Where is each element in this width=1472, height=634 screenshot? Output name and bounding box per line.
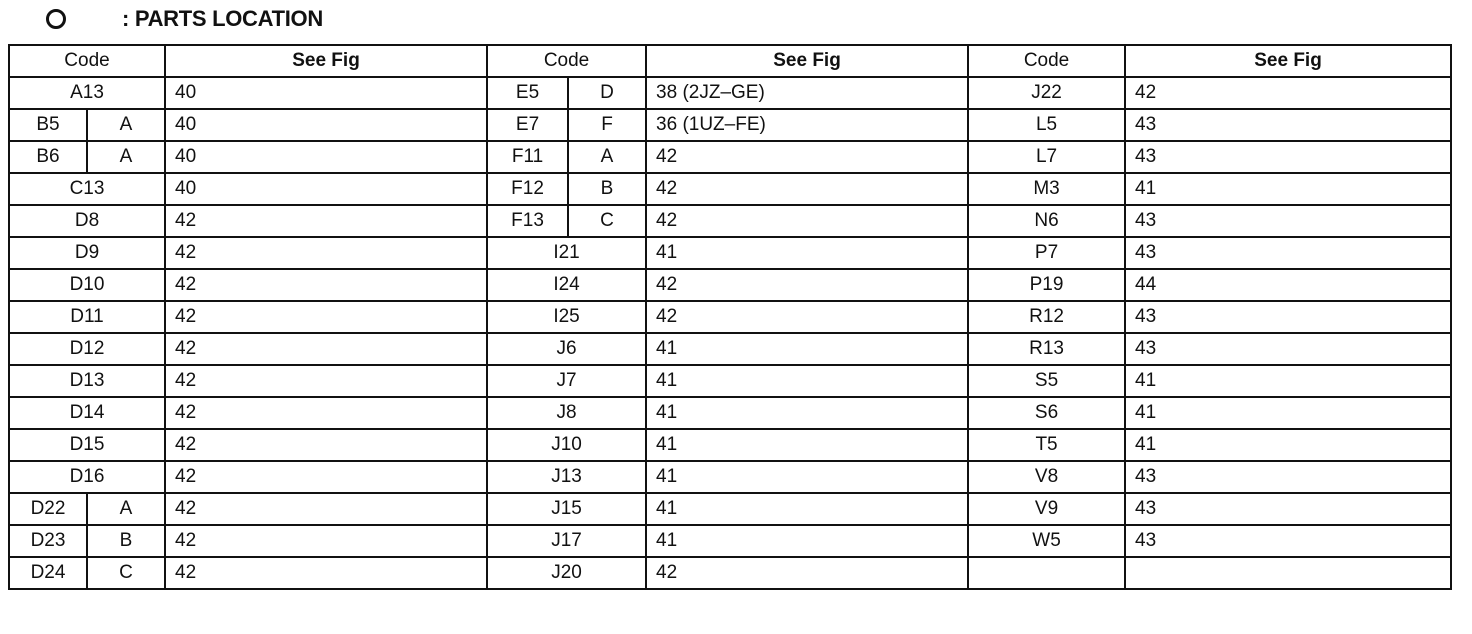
see-fig-cell: 42: [646, 141, 968, 173]
sub-code-cell: A: [87, 141, 165, 173]
code-cell: F11: [487, 141, 568, 173]
code-cell: J17: [487, 525, 646, 557]
code-cell: A13: [9, 77, 165, 109]
code-cell: D12: [9, 333, 165, 365]
header-code-1: Code: [9, 45, 165, 77]
code-cell: I21: [487, 237, 646, 269]
see-fig-cell: 42: [165, 269, 487, 301]
table-row: [9, 205, 1451, 237]
sub-code-cell: C: [87, 557, 165, 589]
code-cell: J7: [487, 365, 646, 397]
title-text: : PARTS LOCATION: [122, 6, 323, 31]
header-see-fig-2: See Fig: [646, 45, 968, 77]
code-cell: J22: [968, 77, 1125, 109]
table-row: [9, 333, 1451, 365]
table-row: [9, 429, 1451, 461]
code-cell: J15: [487, 493, 646, 525]
header-code-2: Code: [487, 45, 646, 77]
table-row: [9, 173, 1451, 205]
see-fig-cell: 41: [1125, 365, 1451, 397]
table-row: [9, 141, 1451, 173]
code-cell: P19: [968, 269, 1125, 301]
code-cell: J20: [487, 557, 646, 589]
see-fig-cell: 41: [1125, 429, 1451, 461]
code-cell: N6: [968, 205, 1125, 237]
code-cell: B5: [9, 109, 87, 141]
see-fig-cell: 42: [165, 397, 487, 429]
code-cell: E7: [487, 109, 568, 141]
code-cell: J8: [487, 397, 646, 429]
code-cell: M3: [968, 173, 1125, 205]
see-fig-cell: 38 (2JZ–GE): [646, 77, 968, 109]
code-cell: P7: [968, 237, 1125, 269]
code-cell: V9: [968, 493, 1125, 525]
page-title: [46, 4, 323, 34]
table-body: [9, 77, 1451, 589]
see-fig-cell: 41: [646, 333, 968, 365]
header-see-fig-3: See Fig: [1125, 45, 1451, 77]
see-fig-cell: 43: [1125, 333, 1451, 365]
see-fig-cell: 42: [1125, 77, 1451, 109]
code-cell: D10: [9, 269, 165, 301]
code-cell: D9: [9, 237, 165, 269]
see-fig-cell: 36 (1UZ–FE): [646, 109, 968, 141]
see-fig-cell: 41: [646, 461, 968, 493]
code-cell: S6: [968, 397, 1125, 429]
table-row: [9, 237, 1451, 269]
sub-code-cell: B: [568, 173, 646, 205]
code-cell: V8: [968, 461, 1125, 493]
sub-code-cell: F: [568, 109, 646, 141]
code-cell: F13: [487, 205, 568, 237]
see-fig-cell: 42: [646, 301, 968, 333]
code-cell: I24: [487, 269, 646, 301]
see-fig-cell: 42: [646, 557, 968, 589]
sub-code-cell: A: [87, 109, 165, 141]
code-cell: S5: [968, 365, 1125, 397]
code-cell: I25: [487, 301, 646, 333]
see-fig-cell: 42: [165, 301, 487, 333]
code-cell: C13: [9, 173, 165, 205]
code-cell: W5: [968, 525, 1125, 557]
see-fig-cell: 42: [165, 365, 487, 397]
code-cell: E5: [487, 77, 568, 109]
code-cell: J6: [487, 333, 646, 365]
see-fig-cell: 40: [165, 77, 487, 109]
table-row: [9, 493, 1451, 525]
code-cell: [968, 557, 1125, 589]
see-fig-cell: 43: [1125, 141, 1451, 173]
table-row: [9, 77, 1451, 109]
code-cell: D24: [9, 557, 87, 589]
sub-code-cell: D: [568, 77, 646, 109]
table-row: [9, 269, 1451, 301]
header-see-fig-1: See Fig: [165, 45, 487, 77]
code-cell: D22: [9, 493, 87, 525]
see-fig-cell: 43: [1125, 301, 1451, 333]
see-fig-cell: 43: [1125, 237, 1451, 269]
header-row: [9, 45, 1451, 77]
table-row: [9, 365, 1451, 397]
see-fig-cell: 42: [165, 461, 487, 493]
code-cell: D16: [9, 461, 165, 493]
code-cell: L5: [968, 109, 1125, 141]
code-cell: J10: [487, 429, 646, 461]
see-fig-cell: 42: [646, 173, 968, 205]
see-fig-cell: 41: [646, 429, 968, 461]
code-cell: D13: [9, 365, 165, 397]
see-fig-cell: 42: [165, 205, 487, 237]
sub-code-cell: B: [87, 525, 165, 557]
see-fig-cell: 42: [646, 269, 968, 301]
see-fig-cell: 43: [1125, 493, 1451, 525]
table-row: [9, 525, 1451, 557]
see-fig-cell: 43: [1125, 461, 1451, 493]
see-fig-cell: 42: [165, 333, 487, 365]
see-fig-cell: 42: [646, 205, 968, 237]
code-cell: D15: [9, 429, 165, 461]
table-row: [9, 397, 1451, 429]
see-fig-cell: 43: [1125, 205, 1451, 237]
circle-outline-icon: [46, 9, 66, 29]
code-cell: R13: [968, 333, 1125, 365]
code-cell: D11: [9, 301, 165, 333]
code-cell: F12: [487, 173, 568, 205]
see-fig-cell: 42: [165, 493, 487, 525]
see-fig-cell: 42: [165, 429, 487, 461]
code-cell: J13: [487, 461, 646, 493]
code-cell: R12: [968, 301, 1125, 333]
table-row: [9, 109, 1451, 141]
see-fig-cell: 43: [1125, 109, 1451, 141]
see-fig-cell: 42: [165, 237, 487, 269]
see-fig-cell: 41: [646, 237, 968, 269]
code-cell: B6: [9, 141, 87, 173]
see-fig-cell: 41: [646, 397, 968, 429]
table-row: [9, 557, 1451, 589]
see-fig-cell: 40: [165, 109, 487, 141]
see-fig-cell: [1125, 557, 1451, 589]
code-cell: D14: [9, 397, 165, 429]
sub-code-cell: A: [568, 141, 646, 173]
table-row: [9, 301, 1451, 333]
code-cell: L7: [968, 141, 1125, 173]
see-fig-cell: 41: [1125, 173, 1451, 205]
see-fig-cell: 43: [1125, 525, 1451, 557]
see-fig-cell: 42: [165, 557, 487, 589]
table-row: [9, 461, 1451, 493]
see-fig-cell: 41: [1125, 397, 1451, 429]
see-fig-cell: 40: [165, 141, 487, 173]
see-fig-cell: 41: [646, 365, 968, 397]
see-fig-cell: 41: [646, 525, 968, 557]
header-code-3: Code: [968, 45, 1125, 77]
sub-code-cell: C: [568, 205, 646, 237]
code-cell: T5: [968, 429, 1125, 461]
see-fig-cell: 41: [646, 493, 968, 525]
code-cell: D8: [9, 205, 165, 237]
sub-code-cell: A: [87, 493, 165, 525]
see-fig-cell: 44: [1125, 269, 1451, 301]
parts-location-table: [8, 44, 1452, 590]
see-fig-cell: 40: [165, 173, 487, 205]
code-cell: D23: [9, 525, 87, 557]
see-fig-cell: 42: [165, 525, 487, 557]
